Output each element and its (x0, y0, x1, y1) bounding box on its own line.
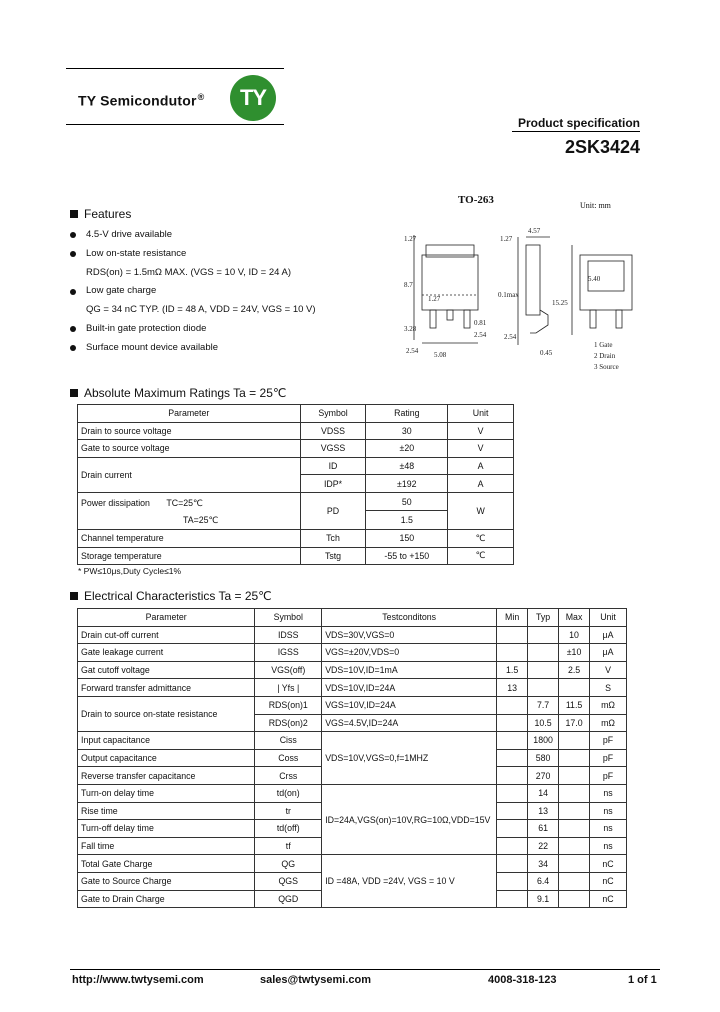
table-header-row (78, 405, 514, 423)
unit-cell: ns (590, 784, 627, 802)
col-header: Symbol (255, 609, 322, 627)
param-cell: Total Gate Charge (78, 855, 255, 873)
typ-cell: 34 (528, 855, 559, 873)
symbol-cell: PD (300, 492, 366, 529)
dim-label: 5.40 (588, 275, 601, 283)
condition-cell: VDS=10V,ID=24A (322, 679, 497, 697)
rating-cell: ±192 (366, 475, 448, 493)
dim-label: 5.08 (434, 351, 447, 359)
typ-cell: 14 (528, 784, 559, 802)
min-cell (497, 714, 528, 732)
table-row (78, 732, 627, 750)
elec-heading (70, 589, 272, 603)
symbol-cell: RDS(on)2 (255, 714, 322, 732)
col-header: Parameter (78, 609, 255, 627)
symbol-cell: VGSS (300, 440, 366, 458)
max-cell (559, 784, 590, 802)
pin-label: 1 Gate (594, 341, 613, 349)
typ-cell: 1800 (528, 732, 559, 750)
symbol-cell: td(on) (255, 784, 322, 802)
table-header-row (78, 609, 627, 627)
max-cell: 10 (559, 626, 590, 644)
typ-cell: 61 (528, 820, 559, 838)
dim-label: 0.81 (474, 319, 487, 327)
dim-label: 1.27 (404, 235, 417, 243)
rating-cell: 30 (366, 422, 448, 440)
symbol-cell: tf (255, 837, 322, 855)
feature-text: Low on-state resistance (86, 247, 187, 259)
square-bullet-icon (70, 210, 78, 218)
symbol-cell: ID (300, 457, 366, 475)
typ-cell: 7.7 (528, 696, 559, 714)
min-cell: 13 (497, 679, 528, 697)
power-label: Power dissipation (81, 497, 150, 508)
unit-cell: V (448, 440, 514, 458)
min-cell (497, 784, 528, 802)
unit-cell: ℃ (448, 547, 514, 565)
symbol-cell: IDP* (300, 475, 366, 493)
bullet-icon (70, 251, 76, 257)
rating-cell: 50 (366, 492, 448, 511)
symbol-cell: Tch (300, 529, 366, 547)
max-cell (559, 820, 590, 838)
table-row (78, 529, 514, 547)
table-row (78, 440, 514, 458)
dim-label: 0.45 (540, 349, 553, 357)
table-row (78, 679, 627, 697)
max-cell (559, 679, 590, 697)
abs-max-footnote: * PW≤10μs,Duty Cycle≤1% (78, 566, 182, 576)
features-heading (70, 207, 131, 221)
email-link[interactable]: sales@twtysemi.com (260, 974, 371, 986)
unit-cell: nC (590, 855, 627, 873)
website-link[interactable]: http://www.twtysemi.com (72, 974, 204, 986)
param-cell: Drain to source on-state resistance (78, 696, 255, 731)
param-cell: Gate to Source Charge (78, 872, 255, 890)
typ-cell (528, 679, 559, 697)
symbol-cell: tr (255, 802, 322, 820)
abs-max-title: Absolute Maximum Ratings Ta = 25℃ (84, 386, 287, 400)
min-cell (497, 890, 528, 908)
param-cell: Storage temperature (78, 547, 301, 565)
unit-cell: S (590, 679, 627, 697)
param-cell: Channel temperature (78, 529, 301, 547)
col-header: Unit (590, 609, 627, 627)
max-cell: 17.0 (559, 714, 590, 732)
condition-cell: VDS=10V,ID=1mA (322, 661, 497, 679)
feature-item (70, 264, 316, 283)
page-number: 1 of 1 (628, 974, 657, 986)
table-row (78, 422, 514, 440)
symbol-cell: QGD (255, 890, 322, 908)
symbol-cell: RDS(on)1 (255, 696, 322, 714)
feature-item (70, 282, 316, 301)
footer-rule (70, 969, 660, 970)
feature-text: Low gate charge (86, 285, 157, 297)
col-header: Max (559, 609, 590, 627)
header-top-rule (66, 68, 284, 69)
min-cell: 1.5 (497, 661, 528, 679)
max-cell (559, 872, 590, 890)
typ-cell: 6.4 (528, 872, 559, 890)
typ-cell (528, 644, 559, 662)
max-cell: ±10 (559, 644, 590, 662)
max-cell: 11.5 (559, 696, 590, 714)
bullet-icon (70, 326, 76, 332)
symbol-cell: IDSS (255, 626, 322, 644)
min-cell (497, 696, 528, 714)
unit-cell: pF (590, 749, 627, 767)
unit-cell: ns (590, 802, 627, 820)
unit-cell: nC (590, 890, 627, 908)
feature-text: QG = 34 nC TYP. (ID = 48 A, VDD = 24V, VGS = 10 V) (86, 304, 316, 316)
symbol-cell: QGS (255, 872, 322, 890)
typ-cell: 13 (528, 802, 559, 820)
feature-item (70, 245, 316, 264)
typ-cell: 580 (528, 749, 559, 767)
param-cell: Gate leakage current (78, 644, 255, 662)
package-front-view (414, 235, 478, 343)
square-bullet-icon (70, 389, 78, 397)
param-cell (78, 492, 301, 529)
bullet-icon (70, 345, 76, 351)
unit-cell: A (448, 457, 514, 475)
table-row (78, 644, 627, 662)
symbol-cell: QG (255, 855, 322, 873)
dim-label: 1.27 (428, 295, 441, 303)
symbol-cell: Ciss (255, 732, 322, 750)
unit-cell: ns (590, 837, 627, 855)
condition-cell: VGS=4.5V,ID=24A (322, 714, 497, 732)
param-cell: Fall time (78, 837, 255, 855)
unit-cell: A (448, 475, 514, 493)
min-cell (497, 837, 528, 855)
col-header: Min (497, 609, 528, 627)
col-header: Parameter (78, 405, 301, 423)
max-cell (559, 749, 590, 767)
abs-max-heading (70, 386, 286, 400)
bullet-icon (70, 232, 76, 238)
unit-cell: W (448, 492, 514, 529)
table-row (78, 696, 627, 714)
symbol-cell: VDSS (300, 422, 366, 440)
unit-cell: μA (590, 644, 627, 662)
spec-rule (512, 131, 640, 132)
typ-cell: 9.1 (528, 890, 559, 908)
phone-number: 4008-318-123 (488, 974, 557, 986)
col-header: Unit (448, 405, 514, 423)
max-cell: 2.5 (559, 661, 590, 679)
feature-text: Surface mount device available (86, 341, 219, 353)
min-cell (497, 732, 528, 750)
features-title: Features (84, 207, 132, 221)
rating-cell: -55 to +150 (366, 547, 448, 565)
symbol-cell: td(off) (255, 820, 322, 838)
dim-label: 1.27 (500, 235, 513, 243)
condition-cell: VGS=±20V,VDS=0 (322, 644, 497, 662)
package-drawing (400, 215, 650, 375)
col-header: Testconditons (322, 609, 497, 627)
param-cell: Drain to source voltage (78, 422, 301, 440)
max-cell (559, 890, 590, 908)
dim-label: 15.25 (552, 299, 568, 307)
table-row (78, 626, 627, 644)
company-name-text: TY Semicondutor (78, 92, 197, 109)
dim-label: 2.54 (474, 331, 487, 339)
typ-cell (528, 626, 559, 644)
symbol-cell: Crss (255, 767, 322, 785)
pin-label: 2 Drain (594, 352, 616, 360)
dim-label: 8.7 (404, 281, 413, 289)
min-cell (497, 872, 528, 890)
pin-label: 3 Source (594, 363, 619, 371)
rating-cell: ±20 (366, 440, 448, 458)
registered-mark: ® (197, 92, 205, 102)
param-cell: Input capacitance (78, 732, 255, 750)
dim-label: 0.1max (498, 291, 519, 299)
min-cell (497, 749, 528, 767)
elec-title: Electrical Characteristics Ta = 25℃ (84, 589, 272, 603)
typ-cell: 10.5 (528, 714, 559, 732)
unit-cell: V (448, 422, 514, 440)
package-unit: Unit: mm (580, 201, 611, 210)
company-name (78, 92, 205, 109)
param-cell: Drain cut-off current (78, 626, 255, 644)
unit-cell: V (590, 661, 627, 679)
min-cell (497, 767, 528, 785)
symbol-cell: VGS(off) (255, 661, 322, 679)
rating-cell: 1.5 (366, 511, 448, 530)
feature-text: Built-in gate protection diode (86, 322, 207, 334)
max-cell (559, 802, 590, 820)
unit-cell: nC (590, 872, 627, 890)
typ-cell: 22 (528, 837, 559, 855)
dim-label: 2.54 (504, 333, 517, 341)
condition-cell: VDS=30V,VGS=0 (322, 626, 497, 644)
package-title: TO-263 (458, 194, 494, 206)
table-row (78, 784, 627, 802)
symbol-cell: Coss (255, 749, 322, 767)
unit-cell: μA (590, 626, 627, 644)
max-cell (559, 855, 590, 873)
feature-item (70, 226, 316, 245)
symbol-cell: Tstg (300, 547, 366, 565)
unit-cell: mΩ (590, 714, 627, 732)
col-header: Rating (366, 405, 448, 423)
param-cell: Turn-off delay time (78, 820, 255, 838)
feature-text: RDS(on) = 1.5mΩ MAX. (VGS = 10 V, ID = 24 A) (86, 266, 292, 278)
dim-label: 3.28 (404, 325, 417, 333)
table-row (78, 547, 514, 565)
table-row (78, 855, 627, 873)
param-cell: Gate to source voltage (78, 440, 301, 458)
dim-label: 2.54 (406, 347, 419, 355)
max-cell (559, 732, 590, 750)
table-row (78, 661, 627, 679)
max-cell (559, 837, 590, 855)
logo-text: TY (239, 85, 267, 110)
min-cell (497, 644, 528, 662)
ta-condition: TA=25℃ (183, 514, 219, 525)
unit-cell: ℃ (448, 529, 514, 547)
param-cell: Forward transfer admittance (78, 679, 255, 697)
col-header: Symbol (300, 405, 366, 423)
param-cell: Rise time (78, 802, 255, 820)
unit-cell: ns (590, 820, 627, 838)
part-number: 2SK3424 (564, 137, 640, 157)
rating-cell: ±48 (366, 457, 448, 475)
unit-cell: pF (590, 732, 627, 750)
elec-table (77, 608, 627, 908)
param-cell: Gat cutoff voltage (78, 661, 255, 679)
square-bullet-icon (70, 592, 78, 600)
feature-text: 4.5-V drive available (86, 229, 173, 240)
package-side-view (518, 237, 550, 345)
bullet-icon (70, 289, 76, 295)
min-cell (497, 626, 528, 644)
condition-cell: ID=24A,VGS(on)=10V,RG=10Ω,VDD=15V (322, 784, 497, 854)
condition-cell: ID =48A, VDD =24V, VGS = 10 V (322, 855, 497, 908)
unit-cell: mΩ (590, 696, 627, 714)
min-cell (497, 855, 528, 873)
col-header: Typ (528, 609, 559, 627)
max-cell (559, 767, 590, 785)
min-cell (497, 802, 528, 820)
symbol-cell: IGSS (255, 644, 322, 662)
condition-cell: VDS=10V,VGS=0,f=1MHZ (322, 732, 497, 785)
min-cell (497, 820, 528, 838)
feature-item (70, 301, 316, 320)
param-cell: Turn-on delay time (78, 784, 255, 802)
param-cell: Drain current (78, 457, 301, 492)
company-logo (230, 75, 276, 121)
param-cell: Gate to Drain Charge (78, 890, 255, 908)
package-back-view (572, 245, 632, 335)
feature-item (70, 339, 316, 358)
tc-condition: TC=25℃ (166, 497, 203, 508)
table-row (78, 492, 514, 511)
feature-item (70, 320, 316, 339)
condition-cell: VGS=10V,ID=24A (322, 696, 497, 714)
param-cell: Reverse transfer capacitance (78, 767, 255, 785)
dim-label: 4.57 (528, 227, 541, 235)
typ-cell (528, 661, 559, 679)
unit-cell: pF (590, 767, 627, 785)
table-row (78, 457, 514, 475)
features-list (70, 226, 316, 358)
rating-cell: 150 (366, 529, 448, 547)
param-cell: Output capacitance (78, 749, 255, 767)
typ-cell: 270 (528, 767, 559, 785)
symbol-cell: | Yfs | (255, 679, 322, 697)
header-mid-rule (66, 124, 284, 125)
abs-max-table (77, 404, 514, 565)
product-spec-label: Product specification (517, 116, 640, 130)
